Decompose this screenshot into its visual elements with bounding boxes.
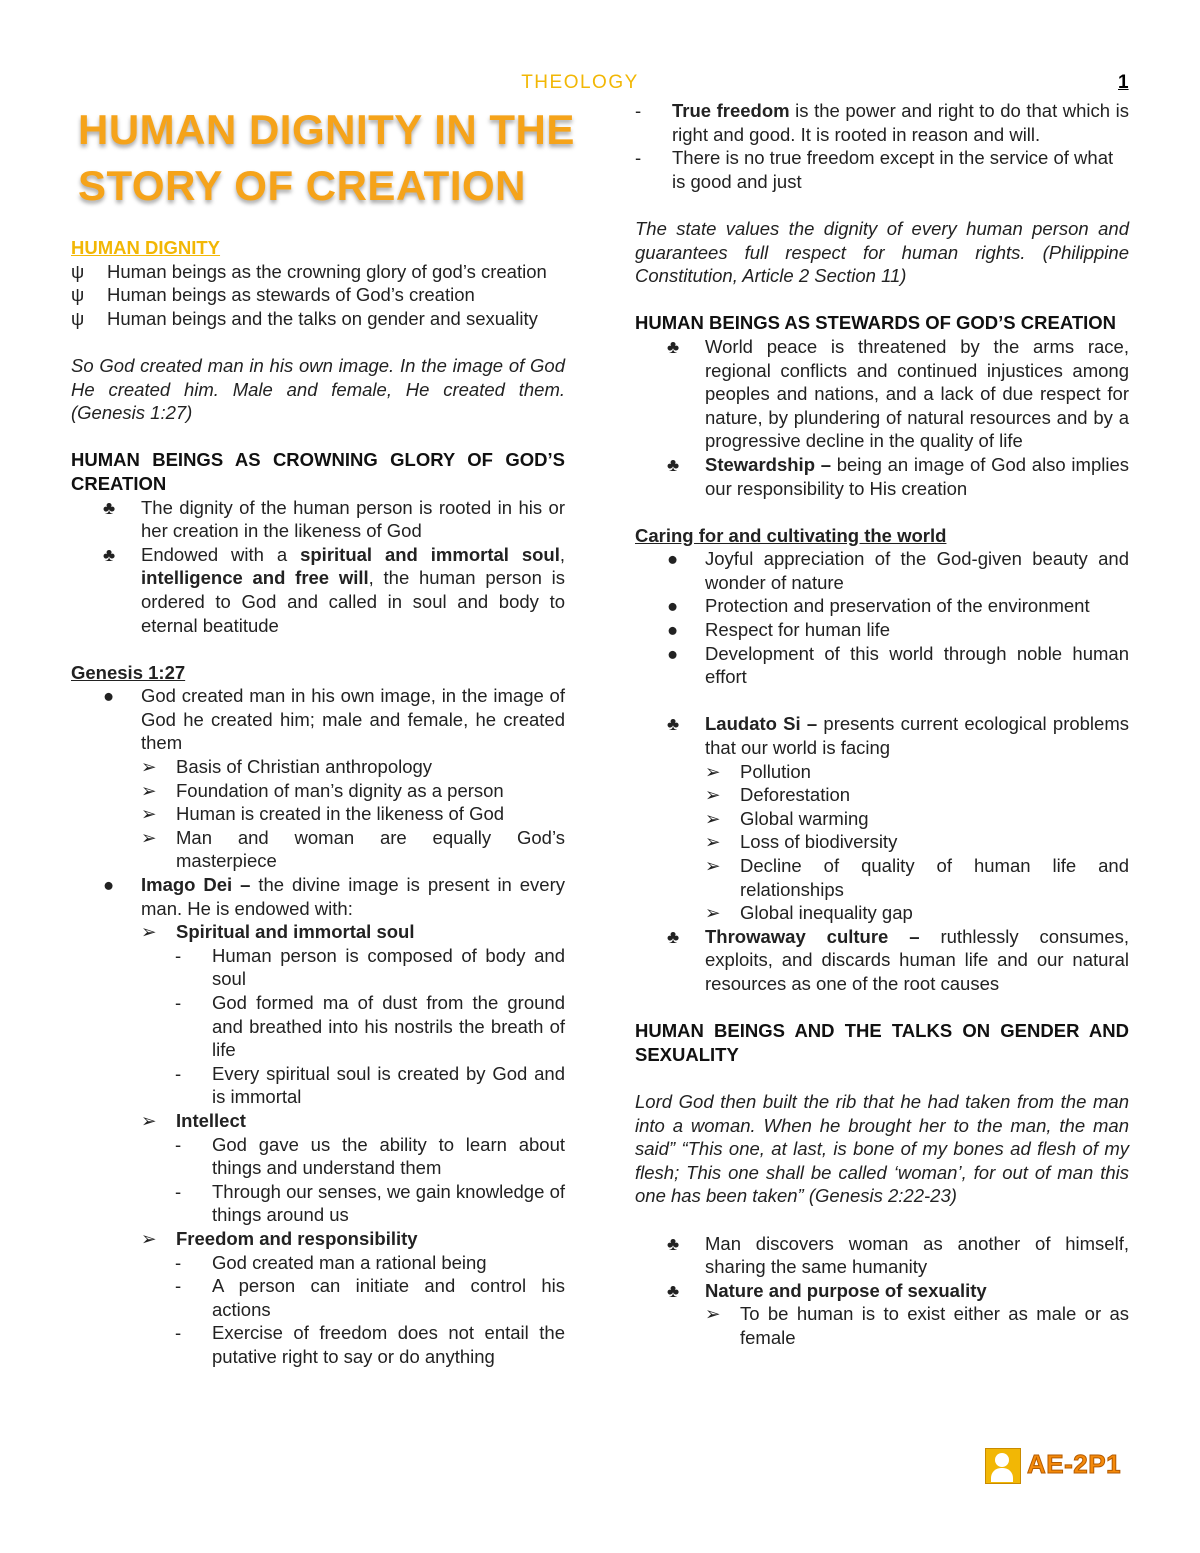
list-item: ● God created man in his own image, in the image of God he created him; male and female, he created them [103,685,565,754]
genesis-quote: So God created man in his own image. In the image of God He created him. Male and female, He created them. (Genesis 1:27) [71,354,565,424]
stewards-heading: HUMAN BEINGS AS STEWARDS OF GOD’S CREATION [635,312,1117,334]
club-bullet-icon: ♣ [103,543,116,565]
list-item: ♣ World peace is threatened by the arms race, regional conflicts and continued injustices among peoples and nations, and a lack of due respect for nature, by plundering of natural resources and by a progressive decline in the quality of life [667,335,1129,452]
club-bullet-icon: ♣ [667,335,680,357]
gender-heading: HUMAN BEINGS AND THE TALKS ON GENDER AND SEXUALITY [635,1020,1129,1065]
dash-bullet-icon: - [175,1180,182,1202]
list-item: ● Development of this world through noble human effort [667,642,1129,688]
title-line-1: HUMAN DIGNITY IN THE [78,106,575,153]
badge-label: AE-2P1 [1027,1449,1122,1479]
sub-list-item: ➢ Foundation of man’s dignity as a person [141,779,504,801]
list-item: ● Protection and preservation of the environment [667,595,1090,617]
dash-bullet-icon: - [635,147,642,169]
psi-bullet-icon: ψ [71,307,85,329]
list-item: ♣ Stewardship – being an image of God also implies our responsibility to His creation [667,453,1129,499]
arrow-bullet-icon: ➢ [705,855,721,876]
dash-bullet-icon: - [175,1133,182,1155]
sub-sub-list-item: - A person can initiate and control his actions [175,1275,565,1320]
dash-bullet-icon: - [175,992,182,1013]
sub-sub-list-item: - God gave us the ability to learn about things and understand them [175,1133,565,1179]
club-bullet-icon: ♣ [667,1232,680,1254]
psi-bullet-icon: ψ [71,284,85,306]
sub-sub-list-item: - Every spiritual soul is created by God and is immortal [175,1062,565,1108]
arrow-bullet-icon: ➢ [141,826,157,848]
left-column [71,236,565,1369]
arrow-bullet-icon: ➢ [705,1303,721,1325]
arrow-bullet-icon: ➢ [705,760,721,782]
constitution-quote: The state values the dignity of every human person and guarantees full respect for human rights. (Philippine Constitution, Article 2 Section 11) [635,217,1129,287]
dot-bullet-icon: ● [103,874,115,896]
list-item: ♣ Endowed with a spiritual and immortal soul, intelligence and free will, the human person is ordered to God and called in soul and body to eternal beatitude [103,543,565,636]
sub-list-item: ➢ Spiritual and immortal soul [141,921,415,943]
right-column [635,99,1129,1349]
arrow-bullet-icon: ➢ [705,807,721,829]
club-bullet-icon: ♣ [103,496,116,518]
dash-bullet-icon: - [635,100,642,121]
list-item: - There is no true freedom except in the service of what is good and just [635,147,1114,192]
arrow-bullet-icon: ➢ [141,803,157,825]
list-item: ♣ The dignity of the human person is rooted in his or her creation in the likeness of God [103,496,565,542]
arrow-bullet-icon: ➢ [141,756,157,778]
list-item: ♣ Nature and purpose of sexuality [667,1279,987,1301]
human-dignity-heading: HUMAN DIGNITY [71,237,221,258]
arrow-bullet-icon: ➢ [705,831,721,853]
list-item: ♣ Throwaway culture – ruthlessly consumes, exploits, and discards human life and our natural resources as one of the root causes [667,925,1129,994]
dot-bullet-icon: ● [667,642,679,664]
sub-list-item: ➢ Decline of quality of human life and relationships [705,855,1129,900]
dash-bullet-icon: - [175,944,182,966]
sub-list-item: ➢ Freedom and responsibility [141,1227,418,1249]
club-bullet-icon: ♣ [667,453,680,475]
sub-list-item: ➢ Basis of Christian anthropology [141,756,433,778]
list-item: ● Joyful appreciation of the God-given beauty and wonder of nature [667,548,1129,593]
dash-bullet-icon: - [175,1062,182,1084]
sub-list-item: ➢ To be human is to exist either as male or as female [705,1303,1129,1348]
crowning-glory-heading: HUMAN BEINGS AS CROWNING GLORY OF GOD’S CREATION [71,449,565,494]
sub-list-item: ➢ Global inequality gap [705,902,913,924]
list-item: ψ Human beings and the talks on gender and sexuality [71,307,538,329]
sub-sub-list-item: - God formed ma of dust from the ground and breathed into his nostrils the breath of life [175,992,565,1061]
sub-sub-list-item: - God created man a rational being [175,1251,487,1273]
list-item: ψ Human beings as the crowning glory of god’s creation [71,260,547,282]
sub-list-item: ➢ Man and woman are equally God’s masterpiece [141,826,565,872]
list-item: ♣ Laudato Si – presents current ecological problems that our world is facing [667,713,1129,759]
arrow-bullet-icon: ➢ [705,784,721,806]
list-item: - True freedom is the power and right to do that which is right and good. It is rooted in reason and will. [635,100,1129,145]
genesis-2-quote: Lord God then built the rib that he had taken from the man into a woman. When he brought her to the man, the man said” “This one, at last, is bone of my bones ad flesh of my flesh; This one shall be called ‘woman’, for out of man this one has been taken” (Genesis 2:22-23) [635,1090,1129,1207]
list-item: ψ Human beings as stewards of God’s creation [71,284,475,306]
arrow-bullet-icon: ➢ [705,902,721,924]
dot-bullet-icon: ● [667,619,679,641]
list-item: ♣ Man discovers woman as another of himself, sharing the same humanity [667,1232,1129,1278]
arrow-bullet-icon: ➢ [141,921,157,943]
sub-sub-list-item: - Through our senses, we gain knowledge of things around us [175,1180,565,1226]
dot-bullet-icon: ● [667,548,679,570]
sub-sub-list-item: - Human person is composed of body and soul [175,944,565,990]
dot-bullet-icon: ● [667,595,679,617]
dash-bullet-icon: - [175,1322,182,1344]
caring-heading: Caring for and cultivating the world [635,524,947,546]
genesis-heading: Genesis 1:27 [71,661,186,683]
avatar [985,1448,1021,1484]
sub-list-item: ➢ Human is created in the likeness of God [141,803,505,825]
dot-bullet-icon: ● [103,685,115,707]
sub-list-item: ➢ Intellect [141,1109,246,1131]
sub-list-item: ➢ Deforestation [705,784,851,806]
page-number: 1 [1118,72,1129,93]
title-line-2: STORY OF CREATION [78,162,526,209]
list-item: ● Respect for human life [667,619,891,641]
sub-list-item: ➢ Global warming [705,807,869,829]
course-header: THEOLOGY [521,72,639,93]
dash-bullet-icon: - [175,1275,182,1297]
dash-bullet-icon: - [175,1251,182,1273]
arrow-bullet-icon: ➢ [141,1227,157,1249]
club-bullet-icon: ♣ [667,1279,680,1301]
arrow-bullet-icon: ➢ [141,779,157,801]
sub-list-item: ➢ Loss of biodiversity [705,831,898,853]
section-badge [985,1448,1125,1484]
arrow-bullet-icon: ➢ [141,1109,157,1131]
sub-sub-list-item: - Exercise of freedom does not entail the putative right to say or do anything [175,1322,565,1367]
sub-list-item: ➢ Pollution [705,760,811,782]
list-item: ● Imago Dei – the divine image is present in every man. He is endowed with: [103,874,565,919]
club-bullet-icon: ♣ [667,925,680,947]
document-title [78,102,598,214]
psi-bullet-icon: ψ [71,260,85,282]
club-bullet-icon: ♣ [667,713,680,735]
